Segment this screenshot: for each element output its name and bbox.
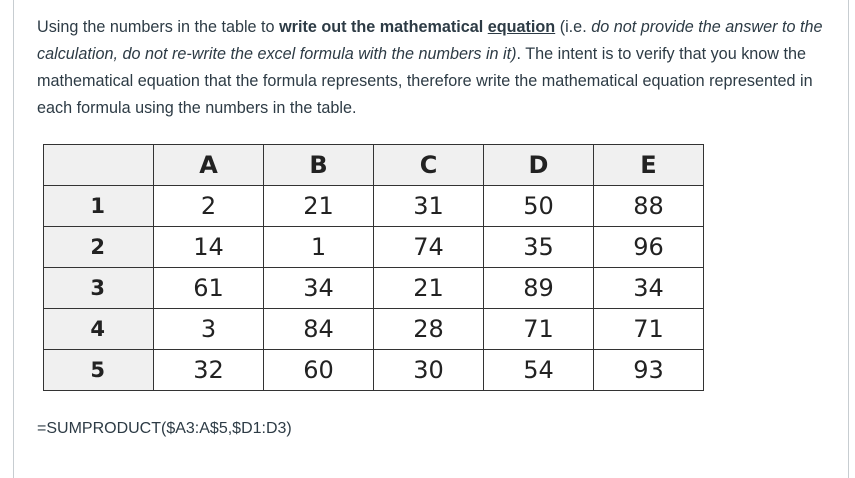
table-cell: 28 [374,309,484,350]
row-header: 4 [44,309,154,350]
table-cell: 35 [484,227,594,268]
table-cell: 2 [154,186,264,227]
table-cell: 50 [484,186,594,227]
table-row [44,309,704,350]
row-header: 3 [44,268,154,309]
spreadsheet-table [43,144,704,391]
instr-part-6: . The intent is to verify that you know the mathematical equation that the formula represents, therefore write the mathematical equation represented in each formula using the numbers in the table. [37,45,813,117]
instructions-text [37,14,837,122]
table-cell: 54 [484,350,594,391]
table-cell: 14 [154,227,264,268]
table-cell: 93 [594,350,704,391]
table-cell: 34 [594,268,704,309]
col-header: B [264,145,374,186]
formula-text: =SUMPRODUCT($A3:A$5,$D1:D3) [37,420,292,437]
table-cell: 71 [484,309,594,350]
table-cell: 61 [154,268,264,309]
table-row [44,186,704,227]
row-header: 2 [44,227,154,268]
col-header: E [594,145,704,186]
table-cell: 3 [154,309,264,350]
table-cell: 89 [484,268,594,309]
table-cell: 21 [264,186,374,227]
table-cell: 96 [594,227,704,268]
header-row [44,145,704,186]
instr-part-4: (i.e. [555,18,592,36]
table-cell: 30 [374,350,484,391]
table-cell: 1 [264,227,374,268]
instr-part-2: write out the mathematical [279,18,488,36]
col-header: A [154,145,264,186]
table-cell: 60 [264,350,374,391]
table-cell: 88 [594,186,704,227]
row-header: 1 [44,186,154,227]
table-cell: 32 [154,350,264,391]
table-cell: 31 [374,186,484,227]
table-row [44,268,704,309]
table-cell: 71 [594,309,704,350]
table-cell: 74 [374,227,484,268]
table-row [44,350,704,391]
table-row [44,227,704,268]
col-header: C [374,145,484,186]
instr-part-5: do not provide the answer to the calculation, do not re-write the excel formula with the numbers in it) [37,18,823,63]
table-cell: 84 [264,309,374,350]
instr-part-1: Using the numbers in the table to [37,18,280,36]
instr-part-3: equation [487,18,556,36]
row-header: 5 [44,350,154,391]
corner-cell [44,145,154,186]
col-header: D [484,145,594,186]
table-cell: 21 [374,268,484,309]
table-cell: 34 [264,268,374,309]
